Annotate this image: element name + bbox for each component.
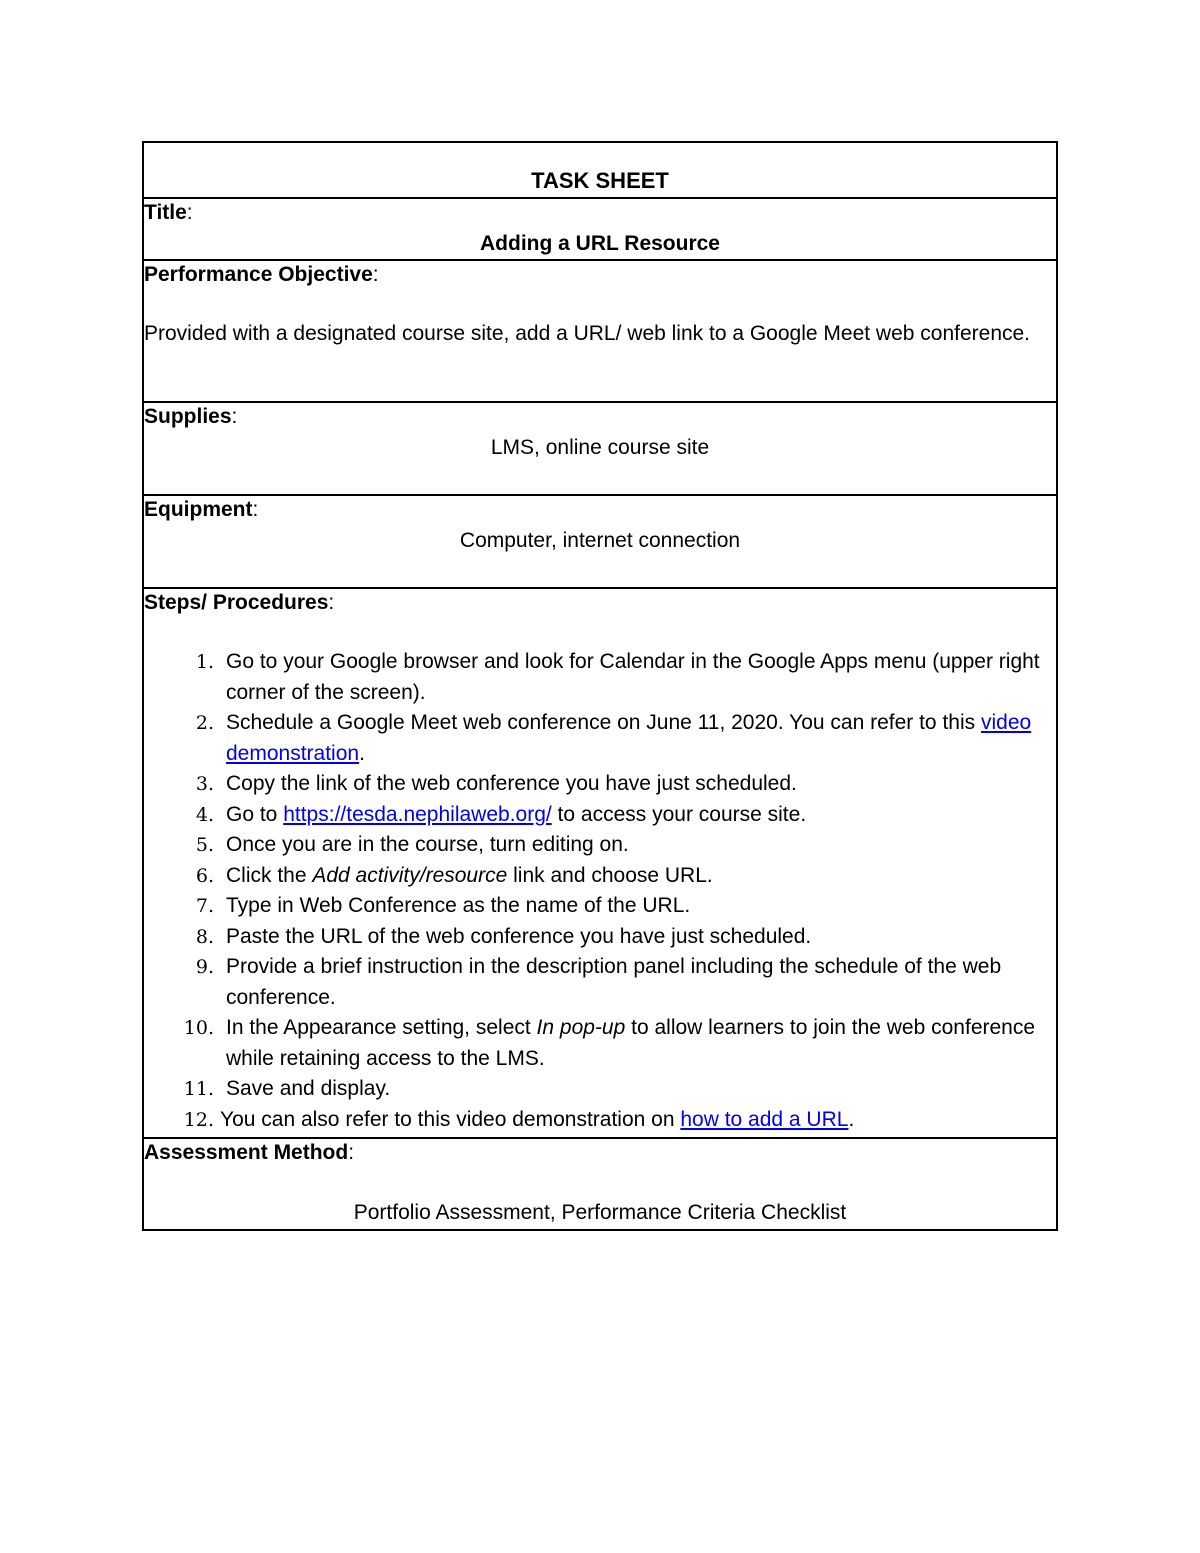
list-item bbox=[144, 952, 1056, 1013]
step-number: 4. bbox=[195, 803, 214, 826]
assessment-method-row bbox=[144, 1139, 1056, 1229]
step-number: 1. bbox=[195, 651, 214, 673]
list-item bbox=[144, 891, 1056, 922]
list-item bbox=[144, 708, 1056, 769]
step-number: 10. bbox=[183, 1017, 214, 1039]
step-text: Go to https://tesda.nephilaweb.org/ to access your course site. bbox=[226, 802, 807, 826]
step-number: 3. bbox=[195, 773, 214, 795]
steps-procedures-row bbox=[144, 589, 1056, 1139]
step-text: Copy the link of the web conference you have just scheduled. bbox=[226, 772, 797, 795]
step-number: 7. bbox=[195, 895, 214, 917]
list-item bbox=[144, 800, 1056, 831]
step-text: Type in Web Conference as the name of the URL. bbox=[226, 894, 691, 917]
step-number: 12. bbox=[183, 1108, 214, 1131]
equipment-row bbox=[144, 496, 1056, 589]
task-sheet-table bbox=[142, 141, 1058, 1231]
step-number: 8. bbox=[195, 925, 214, 948]
step-text: Schedule a Google Meet web conference on June 11, 2020. You can refer to this video demonstration. bbox=[226, 711, 1032, 765]
steps-list bbox=[144, 647, 1056, 1135]
list-item bbox=[144, 922, 1056, 953]
title-row bbox=[144, 199, 1056, 261]
step-text: You can also refer to this video demonstration on how to add a URL. bbox=[220, 1107, 855, 1131]
performance-objective-text: Provided with a designated course site, add a URL/ web link to a Google Meet web conference. bbox=[144, 322, 1031, 345]
course-site-link[interactable]: https://tesda.nephilaweb.org/ bbox=[283, 802, 552, 826]
step-text: Once you are in the course, turn editing on. bbox=[226, 833, 629, 856]
step-number: 5. bbox=[195, 834, 214, 856]
supplies-row bbox=[144, 403, 1056, 496]
step-number: 6. bbox=[195, 864, 214, 887]
list-item bbox=[144, 1105, 1056, 1136]
equipment-label: Equipment: bbox=[144, 498, 259, 521]
list-item bbox=[144, 647, 1056, 708]
list-item bbox=[144, 1074, 1056, 1105]
assessment-method-label: Assessment Method: bbox=[144, 1141, 355, 1164]
how-to-add-url-link[interactable]: how to add a URL bbox=[680, 1107, 849, 1131]
list-item bbox=[144, 769, 1056, 800]
step-number: 2. bbox=[195, 712, 214, 734]
video-demonstration-link[interactable]: video demonstration bbox=[226, 711, 1032, 765]
list-item bbox=[144, 1013, 1056, 1074]
step-text: Go to your Google browser and look for Calendar in the Google Apps menu (upper right corner of the screen). bbox=[226, 650, 1040, 704]
task-sheet-heading: TASK SHEET bbox=[531, 168, 669, 193]
step-text: Paste the URL of the web conference you have just scheduled. bbox=[226, 924, 812, 948]
step-text: Click the Add activity/resource link and choose URL. bbox=[226, 863, 713, 887]
title-value: Adding a URL Resource bbox=[480, 232, 720, 255]
step-text: Provide a brief instruction in the description panel including the schedule of the web conference. bbox=[226, 955, 1002, 1009]
performance-objective-row bbox=[144, 261, 1056, 403]
title-label: Title: bbox=[144, 201, 193, 224]
performance-objective-label: Performance Objective: bbox=[144, 263, 379, 286]
add-activity-resource-text: Add activity/resource bbox=[312, 863, 508, 887]
list-item bbox=[144, 861, 1056, 892]
step-text: Save and display. bbox=[226, 1077, 391, 1100]
in-pop-up-text: In pop-up bbox=[536, 1016, 626, 1039]
task-sheet-heading-row bbox=[144, 143, 1056, 199]
equipment-value: Computer, internet connection bbox=[459, 529, 741, 552]
steps-procedures-label: Steps/ Procedures: bbox=[144, 591, 335, 614]
supplies-value: LMS, online course site bbox=[490, 436, 710, 459]
supplies-label: Supplies: bbox=[144, 405, 238, 428]
step-number: 9. bbox=[195, 956, 214, 978]
step-number: 11. bbox=[183, 1078, 214, 1100]
step-text: In the Appearance setting, select In pop-up to allow learners to join the web conference while retaining access to the LMS. bbox=[226, 1016, 1036, 1070]
list-item bbox=[144, 830, 1056, 861]
assessment-method-value: Portfolio Assessment, Performance Criteria Checklist bbox=[353, 1201, 847, 1224]
